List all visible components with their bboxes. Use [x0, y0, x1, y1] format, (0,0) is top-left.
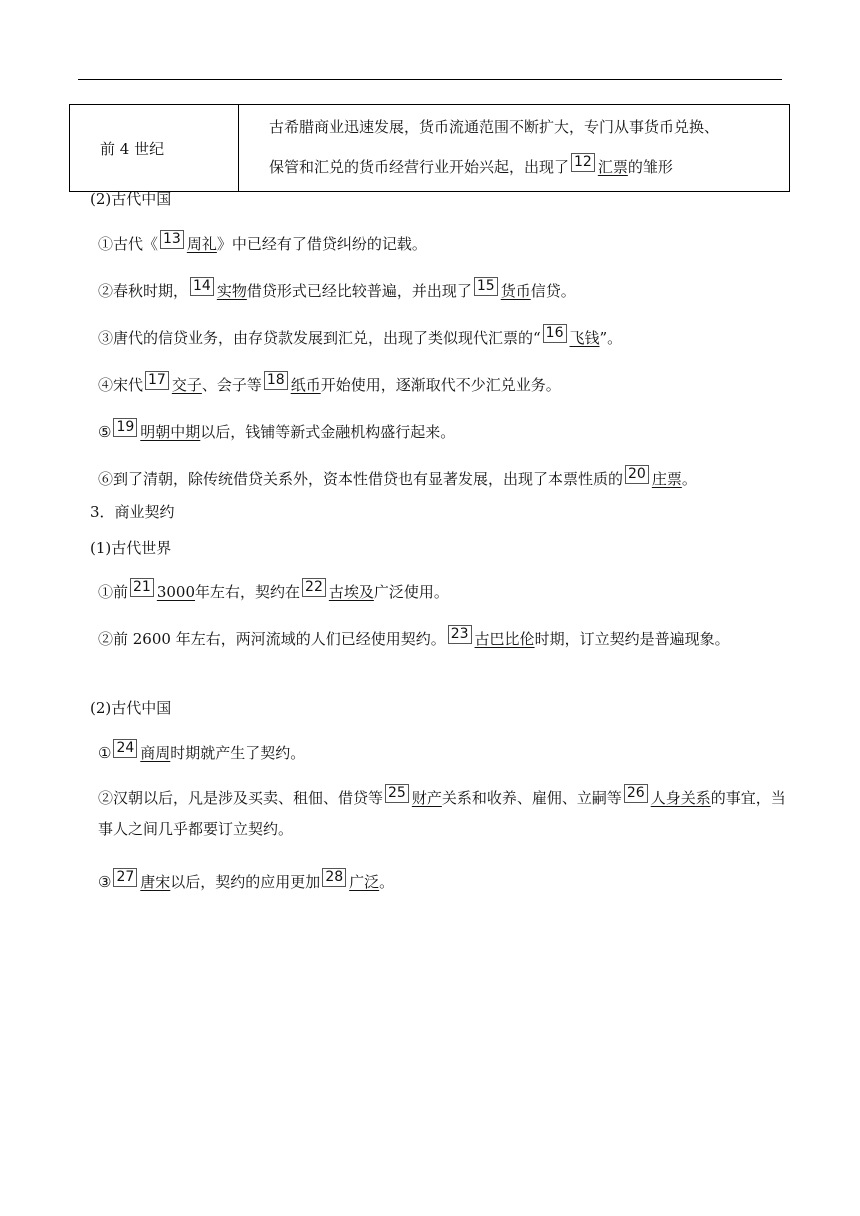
blank-number: 18: [264, 371, 288, 390]
blank-number: 16: [543, 324, 567, 343]
blank-number: 17: [145, 371, 169, 390]
answer-text: 财产: [411, 789, 442, 807]
blank-number: 12: [571, 153, 595, 172]
list-item: ①前 21 3000年左右，契约在 22 古埃及广泛使用。: [98, 579, 449, 601]
blank-number: 23: [448, 625, 472, 644]
answer-text: 人身关系: [650, 789, 711, 807]
history-table: [69, 104, 790, 192]
section-heading: (2)古代中国: [90, 190, 172, 208]
blank-number: 19: [113, 418, 137, 437]
answer-text: 3000: [156, 583, 196, 601]
list-item: ③唐代的信贷业务，由存贷款发展到汇兑，出现了类似现代汇票的“ 16 飞钱”。: [98, 325, 623, 347]
blank-number: 22: [302, 578, 326, 597]
answer-text: 古埃及: [328, 583, 374, 601]
answer-text: 庄票: [651, 470, 682, 488]
answer-text: 纸币: [290, 376, 321, 394]
blank-number: 13: [160, 230, 184, 249]
list-item: ⑤ 19 明朝中期以后，钱铺等新式金融机构盛行起来。: [98, 419, 456, 441]
answer-text: 商周: [140, 744, 171, 762]
answer-text: 广泛: [349, 873, 380, 891]
blank-number: 14: [190, 277, 214, 296]
answer-text: 汇票: [597, 158, 628, 176]
list-item: ④宋代 17 交子、会子等 18 纸币开始使用，逐渐取代不少汇兑业务。: [98, 372, 561, 394]
blank-number: 24: [113, 739, 137, 758]
blank-number: 21: [130, 578, 154, 597]
blank-number: 27: [113, 868, 137, 887]
blank-number: 28: [322, 868, 346, 887]
list-item: ②春秋时期， 14 实物借贷形式已经比较普遍，并出现了 15 货币信贷。: [98, 278, 576, 300]
section-heading: (2)古代中国: [90, 699, 172, 717]
section-title: 3．商业契约: [90, 503, 175, 521]
answer-text: 飞钱: [569, 329, 600, 347]
period-cell: 前 4 世纪: [70, 105, 239, 192]
list-item: ① 24 商周时期就产生了契约。: [98, 740, 306, 762]
answer-text: 古巴比伦: [474, 630, 535, 648]
answer-text: 明朝中期: [140, 423, 201, 441]
table-row: [70, 105, 790, 192]
list-item: ⑥到了清朝，除传统借贷关系外，资本性借贷也有显著发展，出现了本票性质的 20 庄票。: [98, 466, 697, 488]
header-rule: [78, 79, 782, 80]
blank-number: 15: [474, 277, 498, 296]
list-item: ②前 2600 年左右，两河流域的人们已经使用契约。 23 古巴比伦时期，订立契约是普遍现象。: [98, 626, 730, 648]
list-item: ①古代《 13 周礼》中已经有了借贷纠纷的记载。: [98, 231, 427, 253]
answer-text: 实物: [216, 282, 247, 300]
answer-text: 周礼: [186, 235, 217, 253]
answer-text: 交子: [171, 376, 202, 394]
list-item: ③ 27 唐宋以后，契约的应用更加 28 广泛。: [98, 869, 395, 891]
answer-text: 货币: [500, 282, 531, 300]
blank-number: 20: [625, 465, 649, 484]
answer-text: 唐宋: [140, 873, 171, 891]
list-item: ②汉朝以后，凡是涉及买卖、租佃、借贷等 25 财产关系和收养、雇佣、立嗣等 26 人身关系的事宜，当事人之间几乎都要订立契约。: [98, 785, 786, 838]
section-heading: (1)古代世界: [90, 539, 172, 557]
description-cell: 古希腊商业迅速发展，货币流通范围不断扩大，专门从事货币兑换、 保管和汇兑的货币经营行业开始兴起，出现了 12 汇票的雏形: [239, 105, 790, 192]
blank-number: 25: [385, 784, 409, 803]
blank-number: 26: [624, 784, 648, 803]
